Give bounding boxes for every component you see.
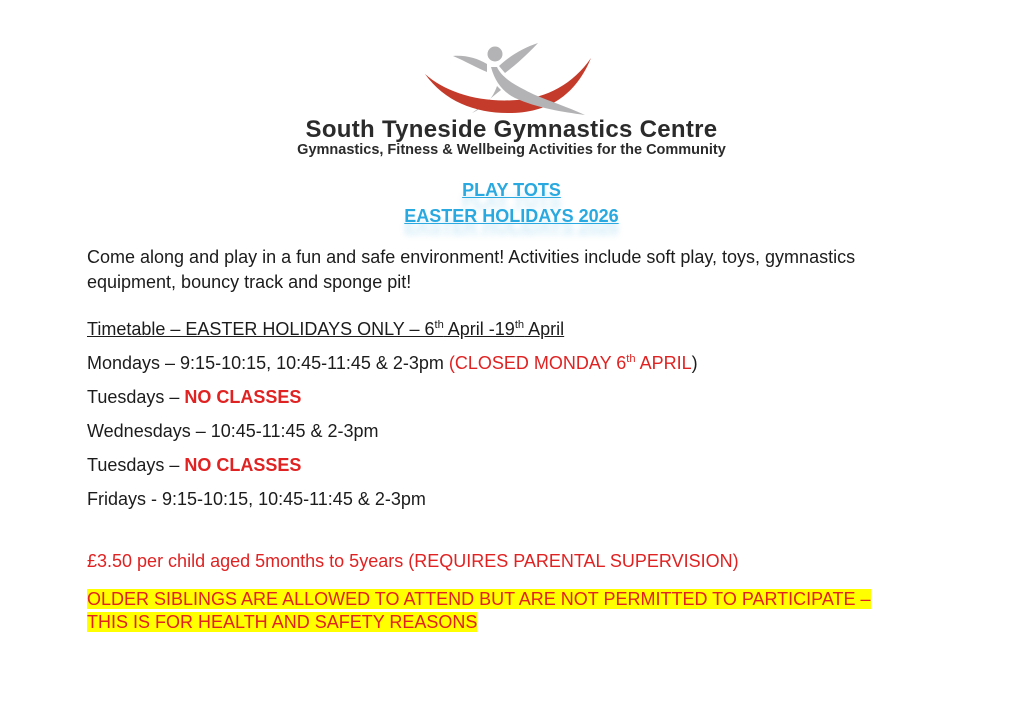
pricing-line: £3.50 per child aged 5months to 5years (REQUIRES PARENTAL SUPERVISION) <box>87 551 739 572</box>
timetable-line-wednesday: Wednesdays – 10:45-11:45 & 2-3pm <box>87 421 379 442</box>
heading-easter-holidays: EASTER HOLIDAYS 2026 <box>404 206 619 227</box>
timetable-line-tuesday-1: Tuesdays – NO CLASSES <box>87 387 302 408</box>
siblings-warning <box>87 588 936 634</box>
logo-title: South Tyneside Gymnastics Centre <box>305 116 718 143</box>
logo <box>87 40 936 159</box>
intro-paragraph: Come along and play in a fun and safe environment! Activities include soft play, toys, gymnastics equipment, bouncy track and sponge pit! <box>87 247 856 293</box>
warning-line-2: THIS IS FOR HEALTH AND SAFETY REASONS <box>87 612 478 633</box>
timetable-heading: Timetable – EASTER HOLIDAYS ONLY – 6th April -19th April <box>87 319 565 340</box>
timetable-line-tuesday-2: Tuesdays – NO CLASSES <box>87 455 302 476</box>
gymnast-logo-icon <box>417 40 607 122</box>
warning-line-1: OLDER SIBLINGS ARE ALLOWED TO ATTEND BUT ARE NOT PERMITTED TO PARTICIPATE – <box>87 589 871 610</box>
timetable-line-monday: Mondays – 9:15-10:15, 10:45-11:45 & 2-3pm (CLOSED MONDAY 6th APRIL) <box>87 353 698 374</box>
heading-play-tots: PLAY TOTS <box>462 180 561 201</box>
timetable-line-friday: Fridays - 9:15-10:15, 10:45-11:45 & 2-3pm <box>87 489 426 510</box>
logo-subtitle: Gymnastics, Fitness & Wellbeing Activities for the Community <box>297 142 726 159</box>
